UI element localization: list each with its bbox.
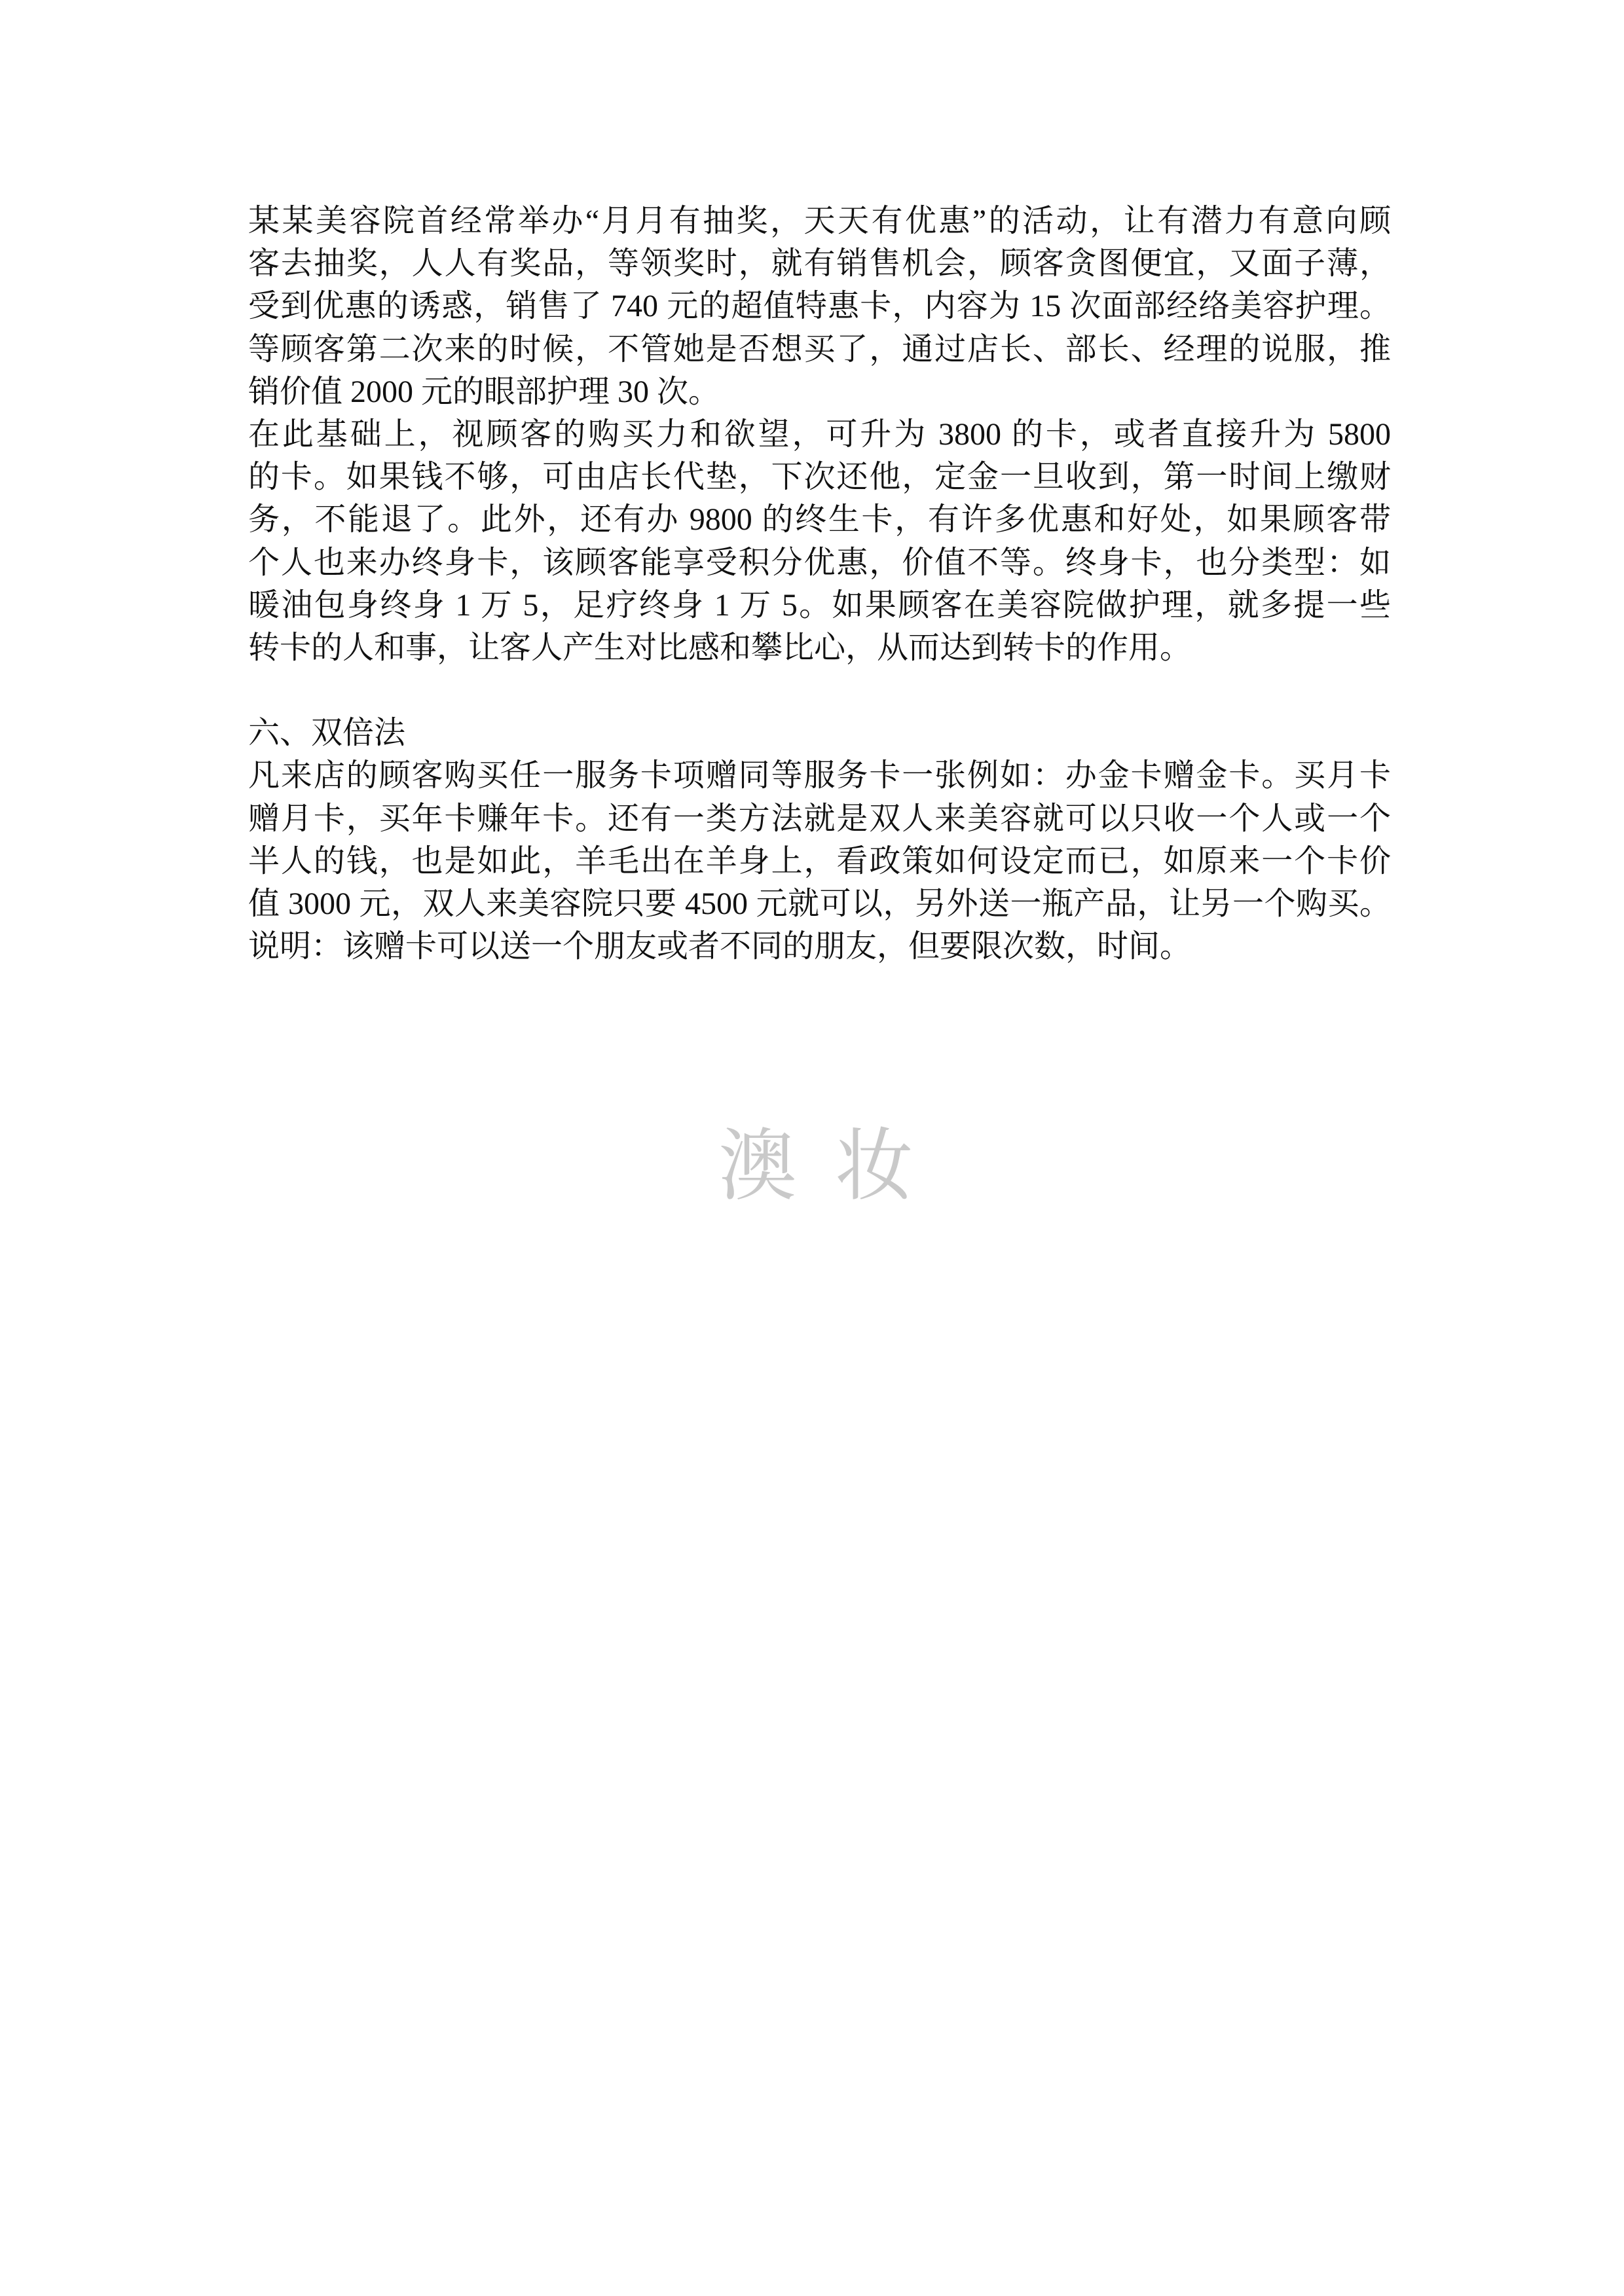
text-line: 个人也来办终身卡，该顾客能享受积分优惠，价值不等。终身卡，也分类型：如 bbox=[248, 545, 1391, 580]
text-line: 某某美容院首经常举办“月月有抽奖，天天有优惠”的活动，让有潜力有意向顾 bbox=[248, 204, 1391, 238]
text-line: 赠月卡，买年卡赚年卡。还有一类方法就是双人来美容就可以只收一个人或一个 bbox=[248, 801, 1391, 836]
paragraph-spacer bbox=[248, 669, 1391, 712]
document-body bbox=[248, 200, 1391, 968]
paragraph bbox=[248, 200, 1391, 413]
text-line: 务，不能退了。此外，还有办 9800 的终生卡，有许多优惠和好处，如果顾客带 bbox=[248, 502, 1391, 538]
text-line: 的卡。如果钱不够，可由店长代垫，下次还他，定金一旦收到，第一时间上缴财 bbox=[248, 460, 1391, 495]
text-line: 半人的钱，也是如此，羊毛出在羊身上，看政策如何设定而已，如原来一个卡价 bbox=[248, 843, 1391, 879]
text-line: 凡来店的顾客购买任一服务卡项赠同等服务卡一张例如：办金卡赠金卡。买月卡 bbox=[248, 758, 1391, 793]
paragraph bbox=[248, 754, 1391, 968]
text-line: 暖油包身终身 1 万 5，足疗终身 1 万 5。如果顾客在美容院做护理，就多提一些 bbox=[248, 587, 1391, 623]
text-line: 转卡的人和事，让客人产生对比感和攀比心，从而达到转卡的作用。 bbox=[248, 630, 1192, 665]
text-line: 值 3000 元，双人来美容院只要 4500 元就可以，另外送一瓶产品，让另一个购买。 bbox=[248, 886, 1391, 921]
text-line: 在此基础上，视顾客的购买力和欲望，可升为 3800 的卡，或者直接升为 5800 bbox=[248, 416, 1391, 452]
text-line: 受到优惠的诱惑，销售了 740 元的超值特惠卡，内容为 15 次面部经络美容护理。 bbox=[248, 289, 1391, 324]
watermark: 澳 妆 bbox=[718, 1121, 921, 1212]
text-line: 客去抽奖，人人有奖品，等领奖时，就有销售机会，顾客贪图便宜，又面子薄， bbox=[248, 246, 1391, 282]
section-heading: 六、双倍法 bbox=[248, 716, 406, 751]
paragraph bbox=[248, 413, 1391, 669]
text-line: 说明：该赠卡可以送一个朋友或者不同的朋友，但要限次数，时间。 bbox=[248, 929, 1192, 964]
text-line: 销价值 2000 元的眼部护理 30 次。 bbox=[248, 374, 720, 409]
text-line: 等顾客第二次来的时候，不管她是否想买了，通过店长、部长、经理的说服，推 bbox=[248, 331, 1391, 367]
